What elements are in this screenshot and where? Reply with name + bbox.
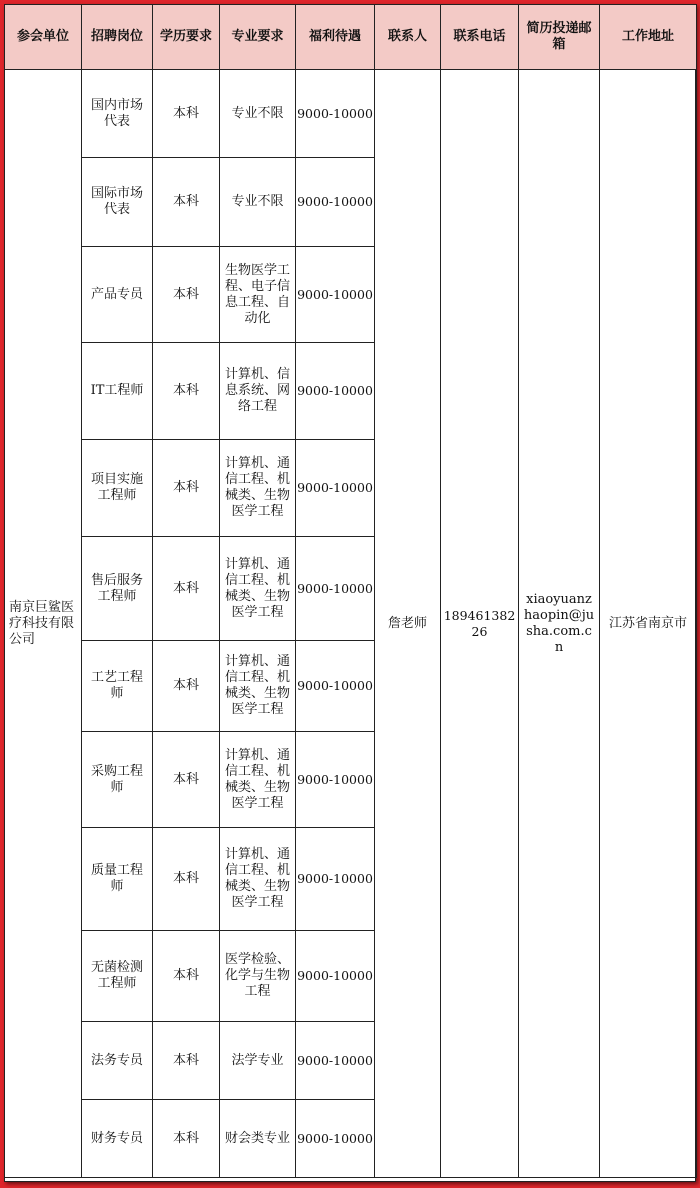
position-cell: IT工程师 xyxy=(82,343,153,440)
phone-cell: 18946138226 xyxy=(441,70,519,1178)
header-major: 专业要求 xyxy=(220,5,296,70)
major-cell: 计算机、通信工程、机械类、生物医学工程 xyxy=(220,732,296,828)
salary-cell: 9000-10000 xyxy=(296,158,375,247)
salary-cell: 9000-10000 xyxy=(296,440,375,537)
major-cell: 计算机、通信工程、机械类、生物医学工程 xyxy=(220,537,296,641)
salary-cell: 9000-10000 xyxy=(296,931,375,1022)
contact-cell: 詹老师 xyxy=(375,70,441,1178)
major-cell: 计算机、通信工程、机械类、生物医学工程 xyxy=(220,641,296,732)
salary-cell: 9000-10000 xyxy=(296,1100,375,1178)
header-address: 工作地址 xyxy=(600,5,697,70)
salary-cell: 9000-10000 xyxy=(296,828,375,931)
major-cell: 计算机、信息系统、网络工程 xyxy=(220,343,296,440)
salary-cell: 9000-10000 xyxy=(296,247,375,343)
education-cell: 本科 xyxy=(153,70,220,158)
position-cell: 财务专员 xyxy=(82,1100,153,1178)
salary-cell: 9000-10000 xyxy=(296,732,375,828)
position-cell: 质量工程师 xyxy=(82,828,153,931)
position-cell: 国内市场代表 xyxy=(82,70,153,158)
major-cell: 医学检验、化学与生物工程 xyxy=(220,931,296,1022)
education-cell: 本科 xyxy=(153,732,220,828)
major-cell: 计算机、通信工程、机械类、生物医学工程 xyxy=(220,440,296,537)
header-phone: 联系电话 xyxy=(441,5,519,70)
position-cell: 法务专员 xyxy=(82,1022,153,1100)
header-position: 招聘岗位 xyxy=(82,5,153,70)
education-cell: 本科 xyxy=(153,247,220,343)
address-cell: 江苏省南京市 xyxy=(600,70,697,1178)
salary-cell: 9000-10000 xyxy=(296,641,375,732)
position-cell: 无菌检测工程师 xyxy=(82,931,153,1022)
education-cell: 本科 xyxy=(153,537,220,641)
major-cell: 法学专业 xyxy=(220,1022,296,1100)
recruitment-table xyxy=(4,4,697,1178)
position-cell: 项目实施工程师 xyxy=(82,440,153,537)
salary-cell: 9000-10000 xyxy=(296,343,375,440)
major-cell: 生物医学工程、电子信息工程、自动化 xyxy=(220,247,296,343)
header-row xyxy=(5,5,697,70)
major-cell: 专业不限 xyxy=(220,158,296,247)
education-cell: 本科 xyxy=(153,343,220,440)
education-cell: 本科 xyxy=(153,440,220,537)
position-cell: 国际市场代表 xyxy=(82,158,153,247)
position-cell: 售后服务工程师 xyxy=(82,537,153,641)
header-company: 参会单位 xyxy=(5,5,82,70)
salary-cell: 9000-10000 xyxy=(296,537,375,641)
header-email: 简历投递邮箱 xyxy=(519,5,600,70)
major-cell: 财会类专业 xyxy=(220,1100,296,1178)
education-cell: 本科 xyxy=(153,641,220,732)
salary-cell: 9000-10000 xyxy=(296,70,375,158)
header-education: 学历要求 xyxy=(153,5,220,70)
recruitment-table-frame xyxy=(4,4,696,1182)
position-cell: 工艺工程师 xyxy=(82,641,153,732)
position-cell: 产品专员 xyxy=(82,247,153,343)
major-cell: 计算机、通信工程、机械类、生物医学工程 xyxy=(220,828,296,931)
education-cell: 本科 xyxy=(153,931,220,1022)
table-row xyxy=(5,70,697,158)
header-contact: 联系人 xyxy=(375,5,441,70)
education-cell: 本科 xyxy=(153,1022,220,1100)
company-cell: 南京巨鲨医疗科技有限公司 xyxy=(5,70,82,1178)
education-cell: 本科 xyxy=(153,828,220,931)
email-cell[interactable]: xiaoyuanzhaopin@jusha.com.cn xyxy=(519,70,600,1178)
position-cell: 采购工程师 xyxy=(82,732,153,828)
header-salary: 福利待遇 xyxy=(296,5,375,70)
major-cell: 专业不限 xyxy=(220,70,296,158)
education-cell: 本科 xyxy=(153,158,220,247)
salary-cell: 9000-10000 xyxy=(296,1022,375,1100)
education-cell: 本科 xyxy=(153,1100,220,1178)
